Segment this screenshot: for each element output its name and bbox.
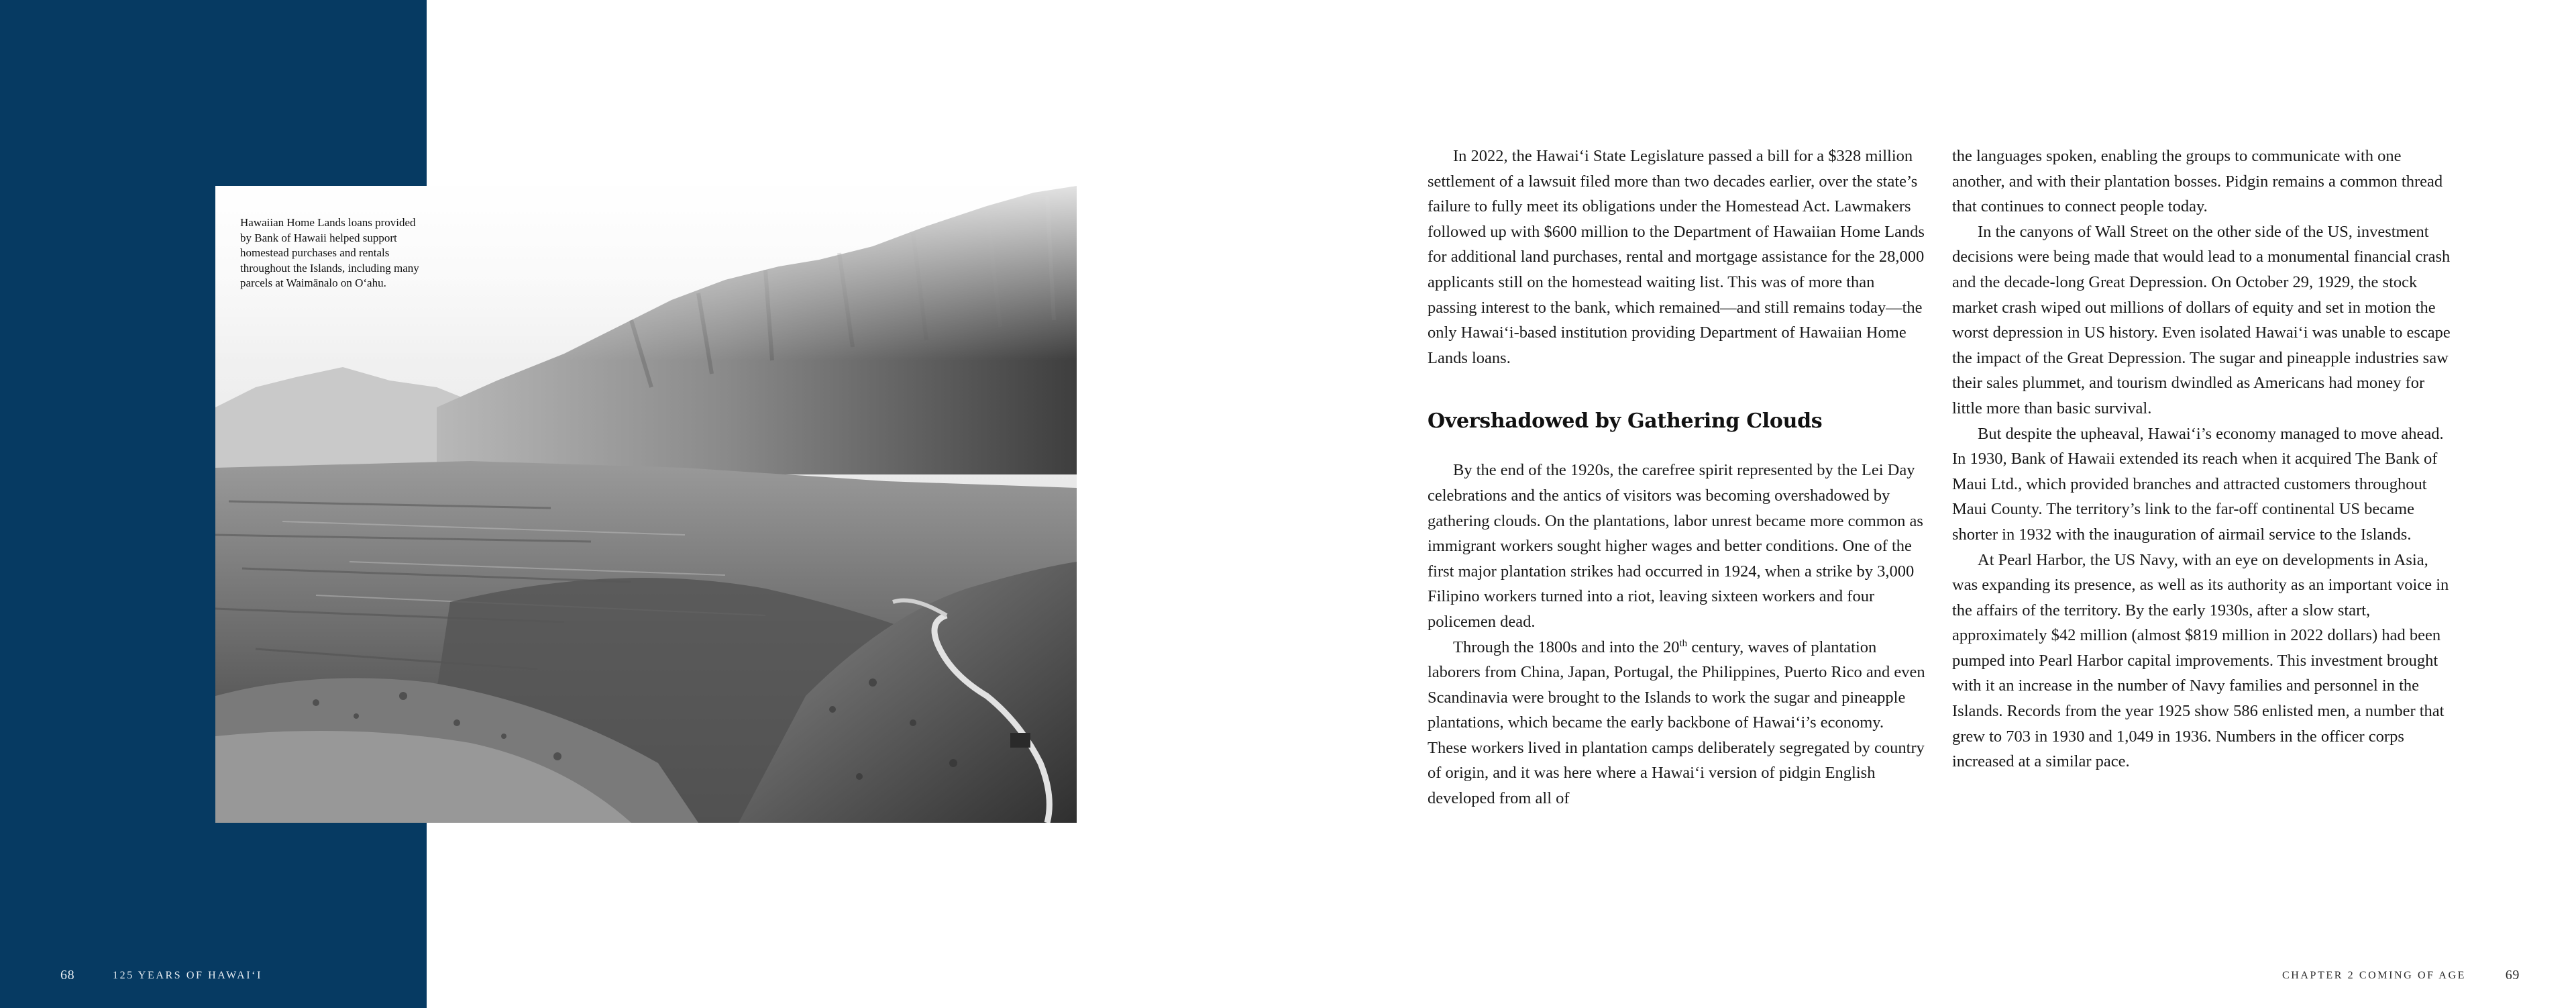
paragraph-labor-unrest: By the end of the 1920s, the carefree spirit represented by the Lei Day celebrations and the antics of visitors was becoming overshadowed by gathering clouds. On the plantations, labor unrest became more common as immigrant workers sought higher wages and better conditions. One of the first major plantation strikes had occurred in 1924, when a strike by 3,000 Filipino workers turned into a riot, leaving sixteen workers and four policemen dead. bbox=[1428, 461, 1923, 631]
paragraph-pidgin: the languages spoken, enabling the groups to communicate with one another, and with their plantation bosses. Pidgin remains a common thread that continues to connect people today. bbox=[1952, 147, 2443, 216]
paragraph-plantation-laborers bbox=[1428, 635, 1927, 811]
photo-caption: Hawaiian Home Lands loans provided by Bank of Hawaii helped support homestead purchases and rentals throughout the Islands, including many parcels at Waimānalo on O‘ahu. bbox=[240, 216, 419, 289]
paragraph-bank-of-maui: But despite the upheaval, Hawai‘i’s economy managed to move ahead. In 1930, Bank of Hawaii extended its reach when it acquired The Bank of Maui Ltd., which provided branches and attracted customers throughout Maui County. The territory’s link to the far-off continental US became shorter in 1932 with the inauguration of airmail service to the Islands. bbox=[1952, 424, 2444, 544]
text-column-1 bbox=[1428, 144, 1927, 811]
ordinal-suffix: th bbox=[1679, 638, 1688, 649]
left-page-number: 68 bbox=[60, 968, 75, 982]
right-running-title: CHAPTER 2 COMING OF AGE bbox=[2282, 970, 2466, 981]
paragraph-plantation-laborers-b: century, waves of plantation laborers from China, Japan, Portugal, the Philippines, Puerto Rico and even Scandinavia were brought to the Islands to work the sugar and pineapple plantations, which became the early backbone of Hawai‘i’s economy. These workers lived in plantation camps deliberately segregated by country of origin, and it was here where a Hawai‘i version of pidgin English developed from all of bbox=[1428, 638, 1925, 808]
paragraph-great-depression: In the canyons of Wall Street on the other side of the US, investment decisions were being made that would lead to a monumental financial crash and the decade-long Great Depression. On October 29, 1929, the stock market crash wiped out millions of dollars of equity and set in motion the worst depression in US history. Even isolated Hawai‘i was unable to escape the impact of the Great Depression. The sugar and pineapple industries saw their sales plummet, and tourism dwindled as Americans had money for little more than basic survival. bbox=[1952, 222, 2451, 417]
text-column-2 bbox=[1952, 144, 2451, 774]
left-running-title: 125 YEARS OF HAWAI‘I bbox=[113, 970, 263, 981]
paragraph-pearl-harbor: At Pearl Harbor, the US Navy, with an eye on developments in Asia, was expanding its presence, as well as its authority as an important voice in the affairs of the territory. By the early 1930s, after a slow start, approximately $42 million (almost $819 million in 2022 dollars) had been pumped into Pearl Harbor capital improvements. This investment brought with it an increase in the number of Navy families and personnel in the Islands. Records from the year 1925 show 586 enlisted men, a number that grew to 703 in 1930 and 1,049 in 1936. Numbers in the officer corps increased at a similar pace. bbox=[1952, 550, 2449, 771]
right-page-number: 69 bbox=[2505, 968, 2520, 982]
paragraph-plantation-laborers-a: Through the 1800s and into the 20 bbox=[1453, 638, 1680, 656]
section-heading: Overshadowed by Gathering Clouds bbox=[1428, 409, 1823, 434]
paragraph-settlement: In 2022, the Hawai‘i State Legislature passed a bill for a $328 million settlement of a lawsuit filed more than two decades earlier, over the state’s failure to fully meet its obligations under the Homestead Act. Lawmakers followed up with $600 million to the Department of Hawaiian Home Lands for additional land purchases, rental and mortgage assistance for the 28,000 applicants still on the homestead waiting list. This was of more than passing interest to the bank, which remained—and still remains today—the only Hawai‘i-based institution providing Department of Hawaiian Home Lands loans. bbox=[1428, 147, 1925, 367]
